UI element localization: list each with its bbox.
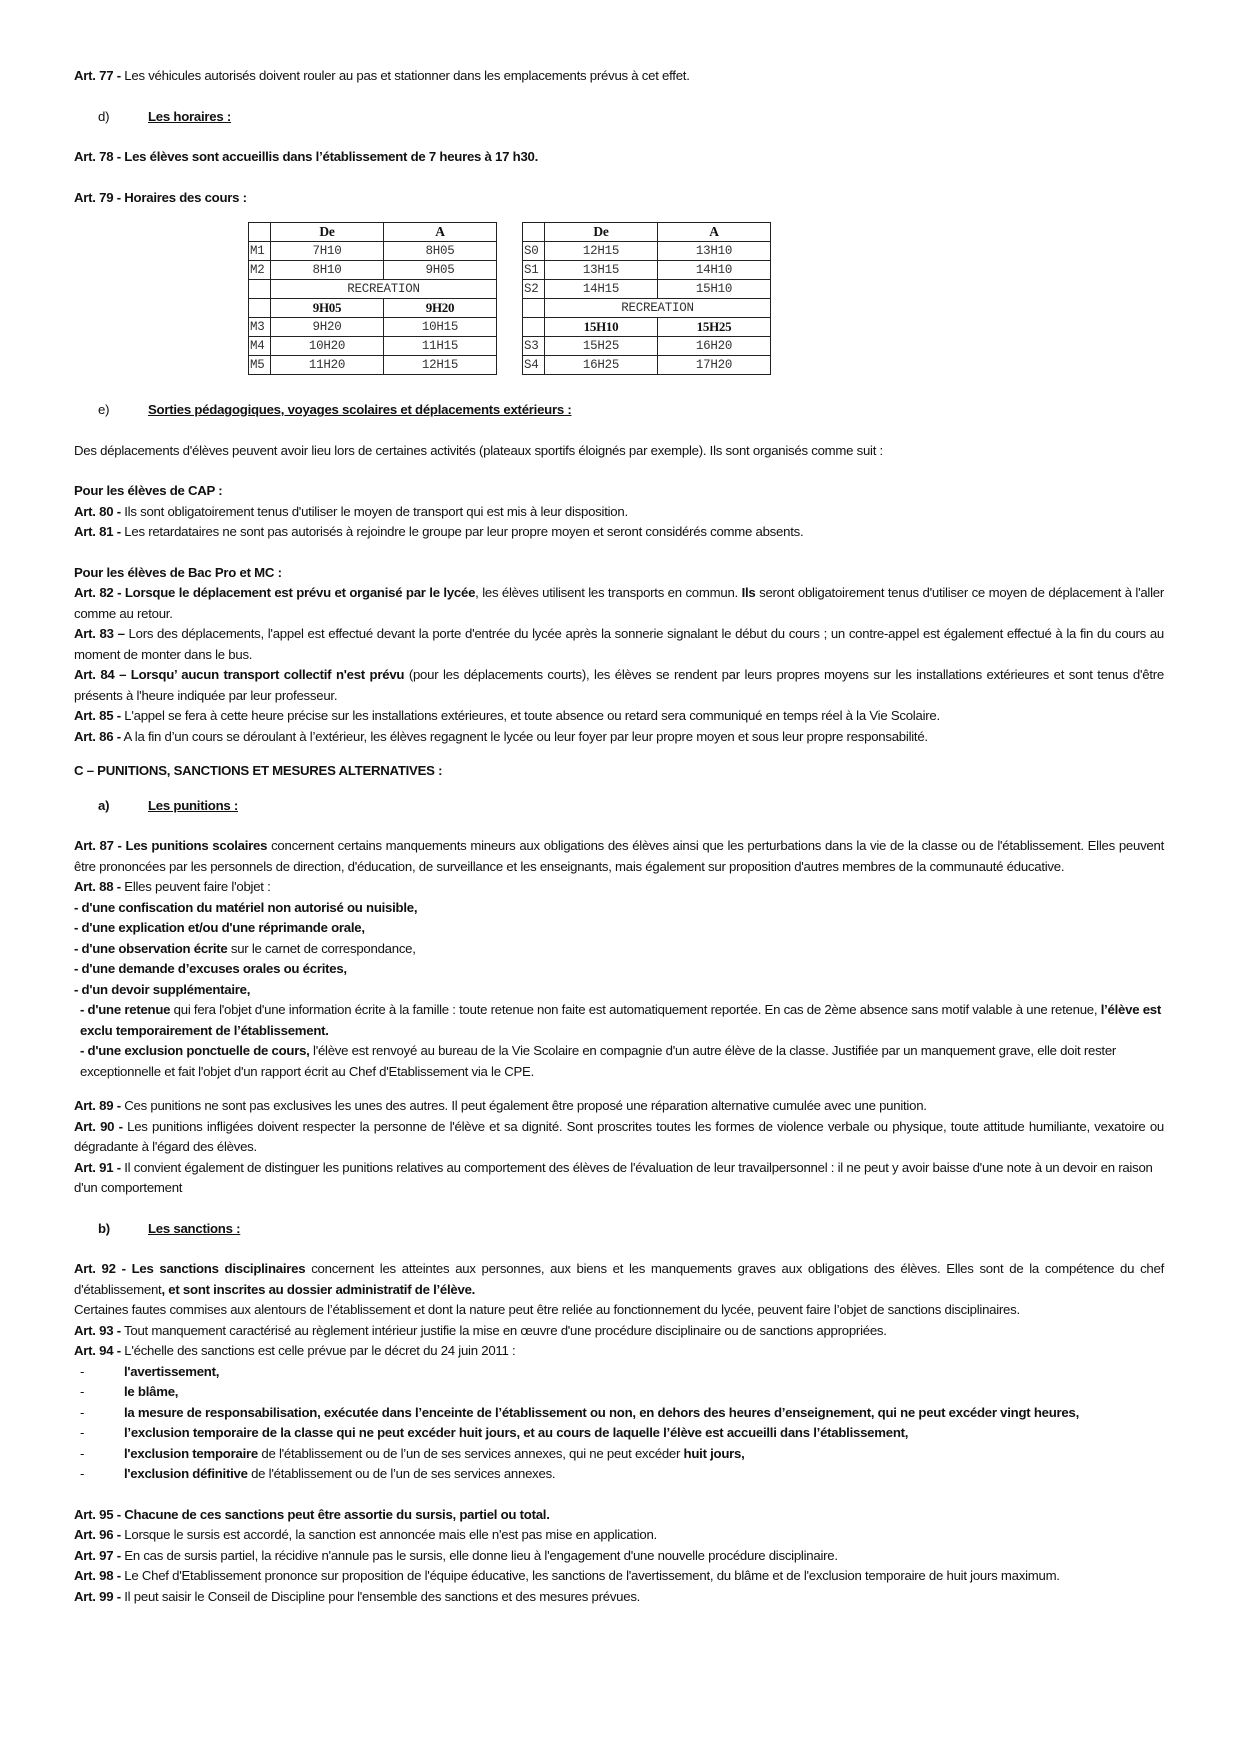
list-item: - d'une observation écrite sur le carnet de correspondance, bbox=[74, 940, 416, 956]
list-item: - le blâme, bbox=[80, 1384, 179, 1399]
list-item: - d'un devoir supplémentaire, bbox=[74, 981, 251, 997]
morning-schedule-table bbox=[248, 222, 497, 375]
recreation-row: RECREATION bbox=[249, 280, 497, 299]
schedule-tables bbox=[74, 222, 1164, 382]
article-83: Art. 83 – Lors des déplacements, l'appel est effectué devant la porte d'entrée du lycée après la sonnerie signalant le début du cours ; un contre-appel est également effectué à la fin du cours au moment de monter dans le bus. bbox=[74, 626, 1164, 662]
section-e-heading: e) Sorties pédagogiques, voyages scolaires et déplacements extérieurs : bbox=[98, 402, 572, 417]
section-a-heading: a) Les punitions : bbox=[98, 797, 239, 813]
table-row: M4 10H20 11H15 bbox=[249, 337, 497, 356]
article-78: Art. 78 - Les élèves sont accueillis dans l’établissement de 7 heures à 17 h30. bbox=[74, 149, 539, 164]
article-81: Art. 81 - Les retardataires ne sont pas autorisés à rejoindre le groupe par leur propre moyen et seront considérés comme absents. bbox=[74, 524, 804, 539]
article-90: Art. 90 - Les punitions infligées doivent respecter la personne de l'élève et sa dignité. Sont proscrites toutes les formes de violence verbale ou physique, toute attitude humiliante, vexatoire ou dégradante à l'égard des élèves. bbox=[74, 1118, 1165, 1154]
section-b-heading: b) Les sanctions : bbox=[98, 1220, 241, 1236]
list-item: - la mesure de responsabilisation, exécutée dans l’enceinte de l’établissement ou non, en dehors des heures d’enseignement, qui ne peut excéder vingt heures, bbox=[80, 1404, 1080, 1420]
article-94: Art. 94 - L'échelle des sanctions est celle prévue par le décret du 24 juin 2011 : bbox=[74, 1343, 516, 1358]
table-row: M5 11H20 12H15 bbox=[249, 356, 497, 375]
article-77: Art. 77 - Les véhicules autorisés doivent rouler au pas et stationner dans les emplacements prévus à cet effet. bbox=[74, 68, 690, 83]
table-row: S3 15H25 16H20 bbox=[523, 337, 771, 356]
article-87: Art. 87 - Les punitions scolaires concernent certains manquements mineurs aux obligations des élèves ainsi que les perturbations dans la vie de la classe ou de l'établissement. Elles peuvent être prononcées par les personnels de direction, d'éducation, de surveillance et les enseignants, mais également sur proposition d'autres membres de la communauté éducative. bbox=[74, 838, 1164, 874]
table-row: S0 12H15 13H10 bbox=[523, 242, 771, 261]
table-header-row: De A bbox=[249, 223, 497, 242]
table-header-row: De A bbox=[523, 223, 771, 242]
section-c-heading: C – PUNITIONS, SANCTIONS ET MESURES ALTERNATIVES : bbox=[74, 763, 443, 778]
list-item-exclusion: - d'une exclusion ponctuelle de cours, l'élève est renvoyé au bureau de la Vie Scolaire en compagnie d'un autre élève de la classe. Justifiée par un manquement grave, elle doit rester exceptionnelle et fait l'objet d'un rapport écrit au Chef d'Etablissement via le CPE. bbox=[80, 1043, 1117, 1079]
section-e-intro: Des déplacements d'élèves peuvent avoir lieu lors de certaines activités (plateaux sportifs éloignés par exemple). Ils sont organisés comme suit : bbox=[74, 442, 883, 458]
list-item-retenue: - d'une retenue qui fera l'objet d'une information écrite à la famille : toute retenue non faite est automatiquement reportée. En cas de 2ème absence sans motif valable à une retenue, l’élève est exclu temporairement de l’établissement. bbox=[80, 1002, 1162, 1038]
list-item: - d'une confiscation du matériel non autorisé ou nuisible, bbox=[74, 899, 418, 915]
list-item: - l'avertissement, bbox=[80, 1363, 220, 1379]
article-97: Art. 97 - En cas de sursis partiel, la récidive n'annule pas le sursis, elle donne lieu à l'engagement d'une nouvelle procédure disciplinaire. bbox=[74, 1547, 838, 1563]
article-80: Art. 80 - Ils sont obligatoirement tenus d'utiliser le moyen de transport qui est mis à leur disposition. bbox=[74, 503, 628, 519]
article-82: Art. 82 - Lorsque le déplacement est prévu et organisé par le lycée, les élèves utilisent les transports en commun. Ils seront obligatoirement tenus d'utiliser ce moyen de déplacement à l'aller comme au retour. bbox=[74, 585, 1165, 621]
document-page bbox=[74, 66, 1164, 1607]
article-86: Art. 86 - A la fin d’un cours se déroulant à l’extérieur, les élèves regagnent le lycée ou leur foyer par leur propre moyen et sous leur propre responsabilité. bbox=[74, 728, 928, 744]
list-item: - l'exclusion temporaire de l'établissement ou de l’un de ses services annexes, qui ne peut excéder huit jours, bbox=[80, 1445, 745, 1461]
article-85: Art. 85 - L'appel se fera à cette heure précise sur les installations extérieures, et toute absence ou retard sera communiqué en temps réel à la Vie Scolaire. bbox=[74, 708, 940, 723]
section-d-heading: d) Les horaires : bbox=[98, 108, 231, 124]
list-item: - l'exclusion définitive de l'établissement ou de l’un de ses services annexes. bbox=[80, 1466, 556, 1481]
article-88: Art. 88 - Elles peuvent faire l'objet : bbox=[74, 879, 271, 894]
bacpro-heading: Pour les élèves de Bac Pro et MC : bbox=[74, 564, 282, 580]
afternoon-schedule-table bbox=[522, 222, 771, 375]
table-row: S4 16H25 17H20 bbox=[523, 356, 771, 375]
article-79: Art. 79 - Horaires des cours : bbox=[74, 189, 247, 205]
list-item: - l’exclusion temporaire de la classe qui ne peut excéder huit jours, et au cours de laquelle l’élève est accueilli dans l’établissement, bbox=[80, 1425, 909, 1440]
list-item: - d'une explication et/ou d'une réprimande orale, bbox=[74, 920, 365, 935]
table-row: S2 14H15 15H10 bbox=[523, 280, 771, 299]
article-84: Art. 84 – Lorsqu’ aucun transport collectif n'est prévu (pour les déplacements courts), les élèves se rendent par leurs propres moyens sur les installations extérieures et sont tenus d'être présents à l'heure indiquée par leur professeur. bbox=[74, 667, 1164, 703]
article-99: Art. 99 - Il peut saisir le Conseil de Discipline pour l'ensemble des sanctions et des mesures prévues. bbox=[74, 1588, 641, 1604]
table-row: M2 8H10 9H05 bbox=[249, 261, 497, 280]
cap-heading: Pour les élèves de CAP : bbox=[74, 483, 223, 498]
list-item: - d'une demande d’excuses orales ou écrites, bbox=[74, 961, 347, 976]
article-95: Art. 95 - Chacune de ces sanctions peut être assortie du sursis, partiel ou total. bbox=[74, 1506, 550, 1522]
article-89: Art. 89 - Ces punitions ne sont pas exclusives les unes des autres. Il peut également être proposé une réparation alternative cumulée avec une punition. bbox=[74, 1098, 927, 1113]
recreation-time-row: 15H10 15H25 bbox=[523, 318, 771, 337]
table-row: M3 9H20 10H15 bbox=[249, 318, 497, 337]
table-row: M1 7H10 8H05 bbox=[249, 242, 497, 261]
article-93: Art. 93 - Tout manquement caractérisé au règlement intérieur justifie la mise en œuvre d'une procédure disciplinaire ou de sanctions appropriées. bbox=[74, 1322, 887, 1338]
article-96: Art. 96 - Lorsque le sursis est accordé, la sanction est annoncée mais elle n'est pas mise en application. bbox=[74, 1527, 657, 1542]
article-91: Art. 91 - Il convient également de distinguer les punitions relatives au comportement des élèves de l'évaluation de leur travailpersonnel : il ne peut y avoir baisse d'une note à un devoir en raison d'un comportement bbox=[74, 1159, 1153, 1195]
article-98: Art. 98 - Le Chef d'Etablissement prononce sur proposition de l'équipe éducative, les sanctions de l'avertissement, du blâme et de l'exclusion temporaire de huit jours maximum. bbox=[74, 1568, 1060, 1583]
article-92-extra: Certaines fautes commises aux alentours de l’établissement et dont la nature peut être reliée au fonctionnement du lycée, peuvent faire l’objet de sanctions disciplinaires. bbox=[74, 1302, 1020, 1317]
punishment-list bbox=[74, 898, 1164, 1001]
recreation-time-row: 9H05 9H20 bbox=[249, 299, 497, 318]
recreation-row: RECREATION bbox=[523, 299, 771, 318]
article-92: Art. 92 - Les sanctions disciplinaires concernent les atteintes aux personnes, aux biens et les manquements graves aux obligations des élèves. Elles sont de la compétence du chef d'établissement, et sont inscrites au dossier administratif de l’élève. bbox=[74, 1261, 1164, 1297]
table-row: S1 13H15 14H10 bbox=[523, 261, 771, 280]
sanction-scale-list bbox=[74, 1362, 1164, 1485]
